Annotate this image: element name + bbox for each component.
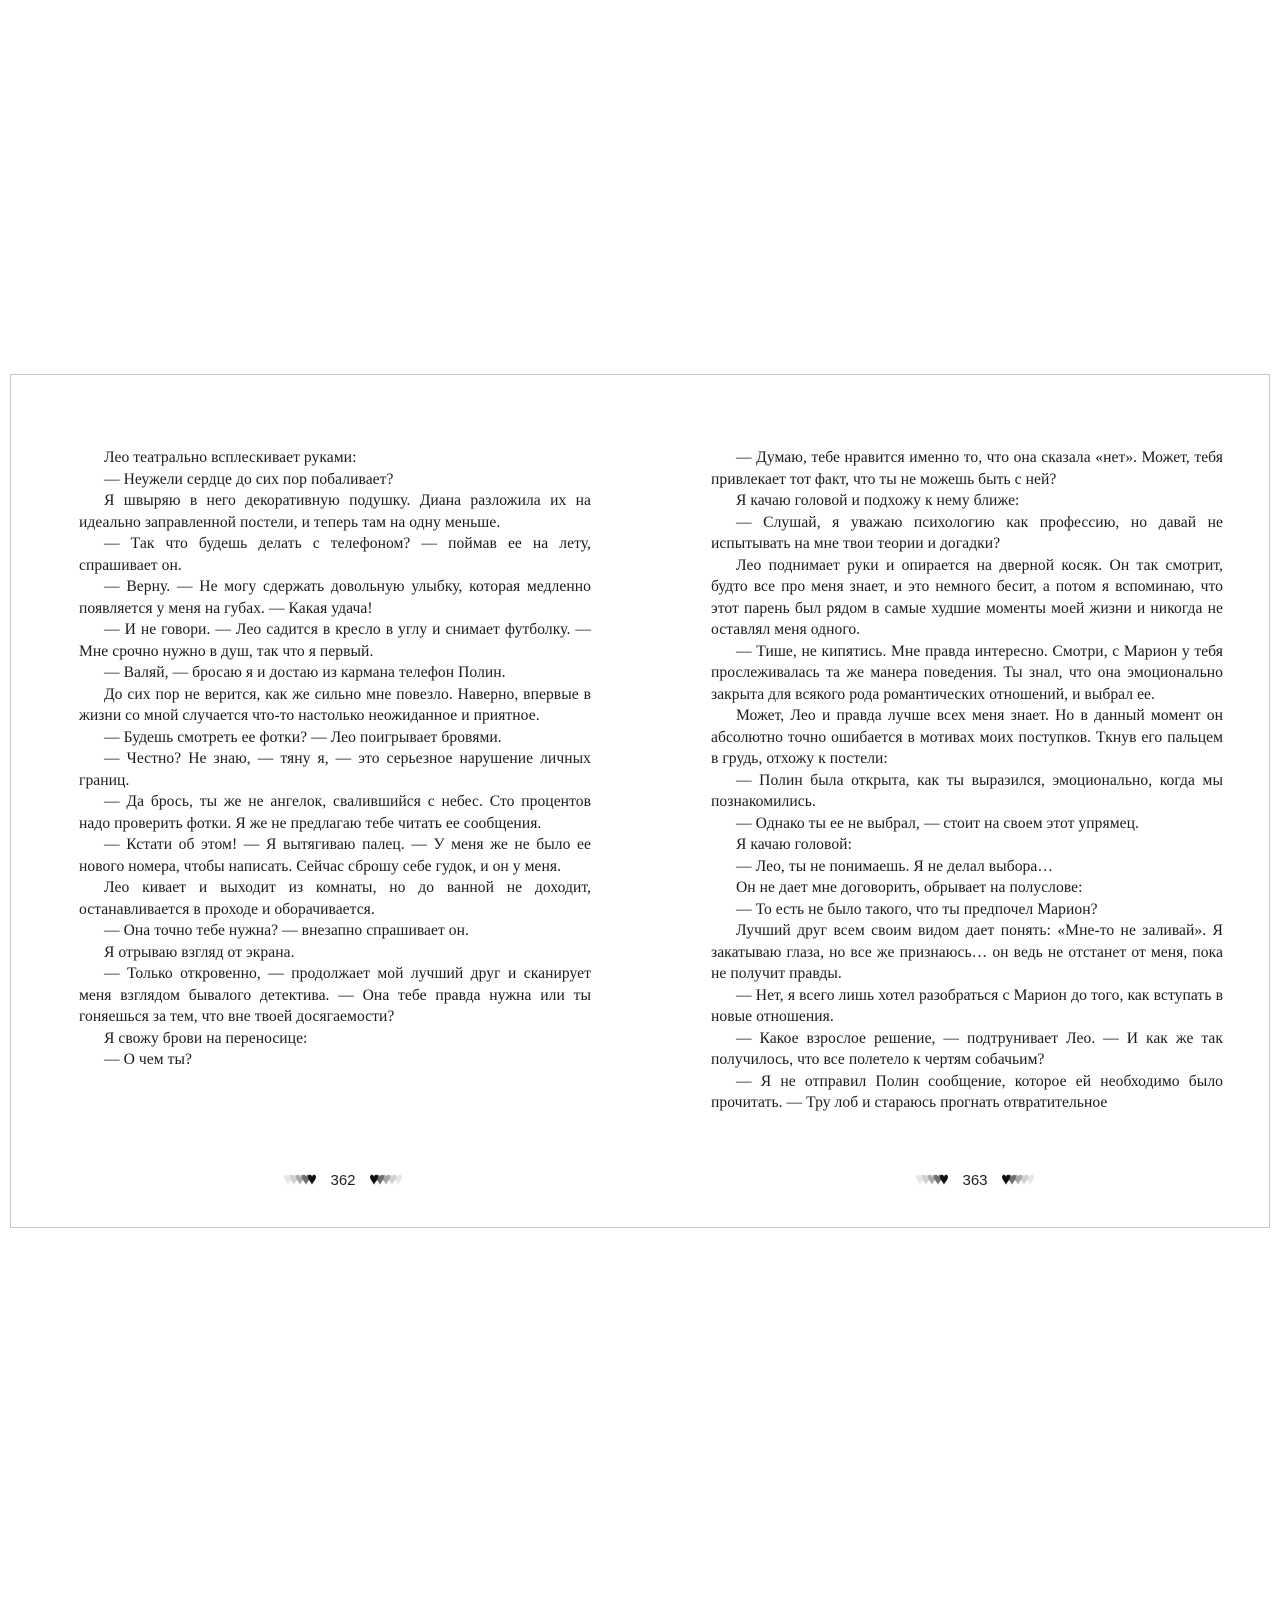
paragraph: Я качаю головой и подхожу к нему ближе: <box>736 492 1020 509</box>
right-page-folio <box>875 1169 1075 1191</box>
paragraph: — Какое взрослое решение, — подтрунивает Лео. — И как же так получилось, что все полетело к чертям собачьим? <box>711 1029 1223 1068</box>
book-spread <box>10 374 1270 1228</box>
paragraph: — Будешь смотреть ее фотки? — Лео поигрывает бровями. <box>104 728 502 746</box>
paragraph: — Однако ты ее не выбрал, — стоит на своем этот упрямец. <box>736 814 1139 832</box>
paragraph: — Слушай, я уважаю психологию как профессию, но давай не испытывать на мне твои теории и догадки? <box>711 513 1223 552</box>
paragraph: Лучший друг всем своим видом дает понять: «Мне-то не заливай». Я закатываю глаза, но все же признаюсь… он ведь не отстанет от меня, пока не получит правды. <box>711 922 1223 982</box>
paragraph: — О чем ты? <box>104 1051 192 1068</box>
paragraph: — Я не отправил Полин сообщение, которое ей необходимо было прочитать. — Тру лоб и стараюсь прогнать отвратительное <box>711 1072 1223 1111</box>
paragraph: — Нет, я всего лишь хотел разобраться с Марион до того, как вступать в новые отношения. <box>711 986 1223 1025</box>
left-page-folio <box>243 1169 443 1191</box>
paragraph: Он не дает мне договорить, обрывает на полуслове: <box>736 879 1083 896</box>
paragraph: — Верну. — Не могу сдержать довольную улыбку, которая медленно появляется у меня на губах. — Какая удача! <box>79 578 591 617</box>
paragraph: — То есть не было такого, что ты предпочел Марион? <box>736 900 1098 918</box>
paragraph: Я свожу брови на переносице: <box>104 1029 308 1047</box>
paragraph: — Кстати об этом! — Я вытягиваю палец. — У меня же не было ее нового номера, чтобы написать. Сейчас сброшу себе гудок, и он у меня. <box>79 836 591 875</box>
page-number: 363 <box>962 1171 988 1189</box>
paragraph: Я швыряю в него декоративную подушку. Диана разложила их на идеально заправленной постели, и теперь там на одну меньше. <box>79 492 591 531</box>
paragraph: — Валяй, — бросаю я и достаю из кармана телефон Полин. <box>104 664 506 681</box>
paragraph: Лео театрально всплескивает руками: <box>104 449 357 466</box>
paragraph: Может, Лео и правда лучше всех меня знает. Но в данный момент он абсолютно точно ошибается в мотивах моих поступков. Ткнув его пальцем в грудь, отхожу к постели: <box>711 707 1223 767</box>
paragraph: — Она точно тебе нужна? — внезапно спрашивает он. <box>104 922 469 939</box>
heart-ornament-left-icon <box>280 1173 320 1187</box>
paragraph: Я отрываю взгляд от экрана. <box>104 943 295 961</box>
paragraph: — Думаю, тебе нравится именно то, что она сказала «нет». Может, тебя привлекает тот факт, что ты не можешь быть с ней? <box>711 449 1223 488</box>
paragraph: — Так что будешь делать с телефоном? — поймав ее на лету, спрашивает он. <box>79 535 591 574</box>
heart-ornament-right-icon <box>366 1173 406 1187</box>
heart-ornament-left-icon <box>912 1173 952 1187</box>
right-page-text <box>711 447 1223 1114</box>
left-page-text <box>79 447 591 1071</box>
heart-ornament-right-icon <box>998 1173 1038 1187</box>
paragraph: — Тише, не кипятись. Мне правда интересно. Смотри, с Марион у тебя прослеживалась та же манера поведения. Ты знал, что она эмоционально закрыта для всякого рода романтических отношений, и выбрал ее. <box>711 642 1223 703</box>
paragraph: — Лео, ты не понимаешь. Я не делал выбора… <box>736 857 1054 875</box>
paragraph: — И не говори. — Лео садится в кресло в углу и снимает футболку. — Мне срочно нужно в душ, так что я первый. <box>79 621 591 660</box>
paragraph: — Да брось, ты же не ангелок, свалившийся с небес. Сто процентов надо проверить фотки. Я же не предлагаю тебе читать ее сообщения. <box>79 793 591 832</box>
paragraph: Лео поднимает руки и опирается на дверной косяк. Он так смотрит, будто все про меня знает, и это немного бесит, а потом я вспоминаю, что этот парень был рядом в самые худшие моменты моей жизни и никогда не оставлял меня одного. <box>711 556 1223 638</box>
paragraph: До сих пор не верится, как же сильно мне повезло. Наверно, впервые в жизни со мной случается что-то настолько неожиданное и приятное. <box>79 685 591 724</box>
paragraph: — Честно? Не знаю, — тяну я, — это серьезное нарушение личных границ. <box>79 750 591 789</box>
paragraph: Я качаю головой: <box>736 836 852 853</box>
paragraph: Лео кивает и выходит из комнаты, но до ванной не доходит, останавливается в проходе и оборачивается. <box>79 879 591 918</box>
paragraph: — Полин была открыта, как ты выразился, эмоционально, когда мы познакомились. <box>711 771 1223 810</box>
page-number: 362 <box>330 1171 356 1189</box>
paragraph: — Только откровенно, — продолжает мой лучший друг и сканирует меня взглядом бывалого детектива. — Она тебе правда нужна или ты гоняешься за тем, что вне твоей досягаемости? <box>79 965 591 1025</box>
paragraph: — Неужели сердце до сих пор побаливает? <box>104 470 394 488</box>
